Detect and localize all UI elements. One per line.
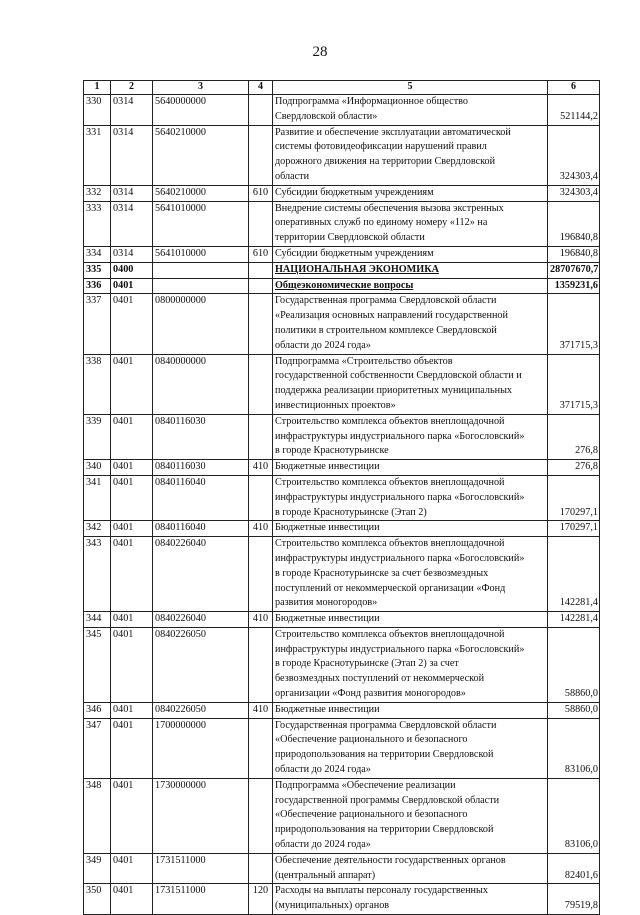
description-line: политики в строительном комплексе Свердловской — [275, 324, 497, 336]
section-code-cell: 0401 — [111, 702, 153, 718]
description-line: в городе Краснотурьинске (Этап 2) — [275, 506, 427, 518]
header-col-5: 5 — [273, 81, 548, 95]
row-number-cell: 348 — [84, 778, 111, 853]
description-cell — [273, 718, 548, 778]
description-line: инфраструктуры индустриального парка «Богословский» — [275, 491, 525, 503]
row-number-cell: 330 — [84, 95, 111, 126]
amount-cell: 276,8 — [548, 460, 600, 476]
description-cell — [273, 612, 548, 628]
amount-cell: 196840,8 — [548, 201, 600, 246]
expense-type-cell — [249, 262, 273, 278]
amount-cell: 170297,1 — [548, 475, 600, 520]
description-line: инвестиционных проектов» — [275, 399, 396, 411]
header-col-6: 6 — [548, 81, 600, 95]
target-code-cell: 0840116030 — [153, 414, 249, 459]
amount-cell: 371715,3 — [548, 294, 600, 354]
description-line: Строительство комплекса объектов внеплощадочной — [275, 628, 505, 640]
table-row — [84, 475, 600, 520]
target-code-cell: 5640210000 — [153, 185, 249, 201]
table-row — [84, 612, 600, 628]
table-row — [84, 778, 600, 853]
description-line: области до 2024 года» — [275, 339, 371, 351]
row-number-cell: 333 — [84, 201, 111, 246]
description-line: области до 2024 года» — [275, 839, 371, 851]
section-code-cell: 0401 — [111, 294, 153, 354]
table-row — [84, 278, 600, 294]
target-code-cell: 0840226040 — [153, 612, 249, 628]
amount-cell: 196840,8 — [548, 246, 600, 262]
expense-type-cell — [249, 278, 273, 294]
expense-type-cell: 610 — [249, 185, 273, 201]
row-number-cell: 345 — [84, 627, 111, 702]
header-col-4: 4 — [249, 81, 273, 95]
description-cell — [273, 246, 548, 262]
description-line: поддержка реализации приоритетных муниципальных — [275, 385, 513, 397]
section-code-cell: 0401 — [111, 778, 153, 853]
row-number-cell: 341 — [84, 475, 111, 520]
row-number-cell: 342 — [84, 521, 111, 537]
description-cell — [273, 201, 548, 246]
section-code-cell: 0314 — [111, 95, 153, 126]
section-code-cell: 0314 — [111, 125, 153, 185]
amount-cell: 83106,0 — [548, 718, 600, 778]
target-code-cell — [153, 278, 249, 294]
description-line: области — [275, 170, 310, 182]
section-code-cell: 0401 — [111, 475, 153, 520]
expense-type-cell — [249, 201, 273, 246]
table-row — [84, 414, 600, 459]
header-row — [84, 81, 600, 95]
description-line: Субсидии бюджетным учреждениям — [275, 247, 434, 259]
amount-cell: 371715,3 — [548, 354, 600, 414]
table-row — [84, 702, 600, 718]
row-number-cell: 347 — [84, 718, 111, 778]
section-code-cell: 0401 — [111, 718, 153, 778]
amount-cell: 82401,6 — [548, 853, 600, 884]
description-line: государственной собственности Свердловской области и — [275, 370, 522, 382]
target-code-cell — [153, 262, 249, 278]
description-line: Строительство комплекса объектов внеплощадочной — [275, 415, 505, 427]
expense-type-cell — [249, 537, 273, 612]
target-code-cell: 0840116040 — [153, 475, 249, 520]
section-code-cell: 0401 — [111, 853, 153, 884]
header-col-2: 2 — [111, 81, 153, 95]
target-code-cell: 0800000000 — [153, 294, 249, 354]
table-row — [84, 185, 600, 201]
table-row — [84, 627, 600, 702]
expense-type-cell: 410 — [249, 702, 273, 718]
expense-type-cell: 410 — [249, 521, 273, 537]
expense-type-cell: 120 — [249, 884, 273, 915]
description-cell — [273, 475, 548, 520]
amount-cell: 1359231,6 — [548, 278, 600, 294]
description-cell — [273, 853, 548, 884]
row-number-cell: 335 — [84, 262, 111, 278]
expense-type-cell — [249, 853, 273, 884]
description-line: инфраструктуры индустриального парка «Богословский» — [275, 643, 525, 655]
amount-cell: 276,8 — [548, 414, 600, 459]
target-code-cell: 0840116040 — [153, 521, 249, 537]
description-line: Бюджетные инвестиции — [275, 522, 380, 534]
section-code-cell: 0401 — [111, 537, 153, 612]
description-line: организации «Фонд развития моногородов» — [275, 688, 466, 700]
section-code-cell: 0401 — [111, 612, 153, 628]
header-col-1: 1 — [84, 81, 111, 95]
target-code-cell: 0840116030 — [153, 460, 249, 476]
table-body — [84, 95, 600, 915]
amount-cell: 142281,4 — [548, 612, 600, 628]
section-code-cell: 0314 — [111, 201, 153, 246]
description-line: Строительство комплекса объектов внеплощадочной — [275, 538, 505, 550]
description-line: (муниципальных) органов — [275, 900, 390, 912]
description-line: Свердловской области» — [275, 110, 378, 122]
description-cell — [273, 778, 548, 853]
table-row — [84, 354, 600, 414]
description-line: «Реализация основных направлений государственной — [275, 310, 508, 322]
description-cell — [273, 185, 548, 201]
table-row — [84, 884, 600, 915]
description-line: области до 2024 года» — [275, 764, 371, 776]
row-number-cell: 331 — [84, 125, 111, 185]
row-number-cell: 337 — [84, 294, 111, 354]
description-line: Бюджетные инвестиции — [275, 461, 380, 473]
table-row — [84, 537, 600, 612]
target-code-cell: 1700000000 — [153, 718, 249, 778]
description-line: в городе Краснотурьинске (Этап 2) за счет — [275, 658, 459, 670]
expense-type-cell — [249, 414, 273, 459]
target-code-cell: 0840000000 — [153, 354, 249, 414]
description-line: инфраструктуры индустриального парка «Богословский» — [275, 430, 525, 442]
expense-type-cell — [249, 354, 273, 414]
description-line: оперативных служб по единому номеру «112» на — [275, 217, 488, 229]
description-line: «Обеспечение рационального и безопасного — [275, 809, 468, 821]
expense-type-cell — [249, 778, 273, 853]
amount-cell: 28707670,7 — [548, 262, 600, 278]
target-code-cell: 0840226050 — [153, 627, 249, 702]
description-cell — [273, 627, 548, 702]
section-code-cell: 0400 — [111, 262, 153, 278]
description-cell — [273, 294, 548, 354]
description-line: в городе Краснотурьинске — [275, 445, 389, 457]
amount-cell: 324303,4 — [548, 185, 600, 201]
description-line: Внедрение системы обеспечения вызова экстренных — [275, 202, 504, 214]
target-code-cell: 5641010000 — [153, 201, 249, 246]
expense-type-cell: 410 — [249, 460, 273, 476]
description-line: «Обеспечение рационального и безопасного — [275, 734, 468, 746]
amount-cell: 58860,0 — [548, 627, 600, 702]
description-line: природопользования на территории Свердловской — [275, 824, 494, 836]
section-code-cell: 0401 — [111, 414, 153, 459]
table-row — [84, 294, 600, 354]
table-row — [84, 521, 600, 537]
row-number-cell: 343 — [84, 537, 111, 612]
table-row — [84, 201, 600, 246]
amount-cell: 324303,4 — [548, 125, 600, 185]
expense-type-cell — [249, 294, 273, 354]
expense-type-cell — [249, 95, 273, 126]
row-number-cell: 334 — [84, 246, 111, 262]
expense-type-cell — [249, 627, 273, 702]
description-line: Расходы на выплаты персоналу государственных — [275, 885, 488, 897]
row-number-cell: 344 — [84, 612, 111, 628]
description-cell — [273, 521, 548, 537]
description-line: инфраструктуры индустриального парка «Богословский» — [275, 552, 525, 564]
section-code-cell: 0401 — [111, 627, 153, 702]
table-row — [84, 246, 600, 262]
expense-type-cell — [249, 718, 273, 778]
description-line: Подпрограмма «Обеспечение реализации — [275, 779, 456, 791]
description-line: Бюджетные инвестиции — [275, 613, 380, 625]
budget-table — [83, 80, 600, 915]
target-code-cell: 0840226040 — [153, 537, 249, 612]
table-row — [84, 262, 600, 278]
section-code-cell: 0314 — [111, 246, 153, 262]
target-code-cell: 0840226050 — [153, 702, 249, 718]
header-col-3: 3 — [153, 81, 249, 95]
target-code-cell: 1731511000 — [153, 853, 249, 884]
description-line: территории Свердловской области — [275, 232, 425, 244]
description-line: природопользования на территории Свердловской — [275, 749, 494, 761]
description-line: Строительство комплекса объектов внеплощадочной — [275, 476, 505, 488]
amount-cell: 142281,4 — [548, 537, 600, 612]
description-line: государственной программы Свердловской области — [275, 794, 500, 806]
description-cell — [273, 354, 548, 414]
section-code-cell: 0401 — [111, 278, 153, 294]
description-line: развития моногородов» — [275, 597, 378, 609]
description-cell — [273, 414, 548, 459]
row-number-cell: 339 — [84, 414, 111, 459]
table-row — [84, 125, 600, 185]
expense-type-cell — [249, 125, 273, 185]
table-row — [84, 718, 600, 778]
page-number: 28 — [312, 44, 328, 60]
target-code-cell: 5640210000 — [153, 125, 249, 185]
amount-cell: 170297,1 — [548, 521, 600, 537]
description-cell — [273, 702, 548, 718]
expense-type-cell — [249, 475, 273, 520]
description-line: Субсидии бюджетным учреждениям — [275, 186, 434, 198]
description-line: безвозмездных поступлений от некоммерческой — [275, 673, 485, 685]
description-cell — [273, 262, 548, 278]
description-line: в городе Краснотурьинске за счет безвозмездных — [275, 567, 489, 579]
row-number-cell: 332 — [84, 185, 111, 201]
description-line: НАЦИОНАЛЬНАЯ ЭКОНОМИКА — [275, 263, 439, 275]
description-line: поступлений от некоммерческой организации «Фонд — [275, 582, 506, 594]
description-line: (центральный аппарат) — [275, 869, 376, 881]
description-cell — [273, 125, 548, 185]
expense-type-cell: 610 — [249, 246, 273, 262]
description-line: Государственная программа Свердловской области — [275, 295, 497, 307]
table-row — [84, 95, 600, 126]
amount-cell: 83106,0 — [548, 778, 600, 853]
row-number-cell: 350 — [84, 884, 111, 915]
description-cell — [273, 460, 548, 476]
section-code-cell: 0401 — [111, 884, 153, 915]
row-number-cell: 346 — [84, 702, 111, 718]
table-row — [84, 853, 600, 884]
row-number-cell: 340 — [84, 460, 111, 476]
description-line: Бюджетные инвестиции — [275, 703, 380, 715]
expense-type-cell: 410 — [249, 612, 273, 628]
description-line: Обеспечение деятельности государственных органов — [275, 854, 506, 866]
table-row — [84, 460, 600, 476]
description-line: Подпрограмма «Строительство объектов — [275, 355, 453, 367]
description-line: Развитие и обеспечение эксплуатации автоматической — [275, 126, 511, 138]
amount-cell: 79519,8 — [548, 884, 600, 915]
description-cell — [273, 884, 548, 915]
description-line: Государственная программа Свердловской области — [275, 719, 497, 731]
row-number-cell: 336 — [84, 278, 111, 294]
description-cell — [273, 95, 548, 126]
amount-cell: 521144,2 — [548, 95, 600, 126]
target-code-cell: 1731511000 — [153, 884, 249, 915]
description-line: Подпрограмма «Информационное общество — [275, 96, 468, 107]
description-line: системы фотовидеофиксации нарушений правил — [275, 141, 487, 153]
target-code-cell: 5640000000 — [153, 95, 249, 126]
description-line: дорожного движения на территории Свердловской — [275, 156, 496, 168]
section-code-cell: 0401 — [111, 460, 153, 476]
description-cell — [273, 537, 548, 612]
row-number-cell: 349 — [84, 853, 111, 884]
row-number-cell: 338 — [84, 354, 111, 414]
target-code-cell: 1730000000 — [153, 778, 249, 853]
section-code-cell: 0314 — [111, 185, 153, 201]
amount-cell: 58860,0 — [548, 702, 600, 718]
target-code-cell: 5641010000 — [153, 246, 249, 262]
section-code-cell: 0401 — [111, 521, 153, 537]
description-cell — [273, 278, 548, 294]
description-line: Общеэкономические вопросы — [275, 279, 414, 291]
section-code-cell: 0401 — [111, 354, 153, 414]
